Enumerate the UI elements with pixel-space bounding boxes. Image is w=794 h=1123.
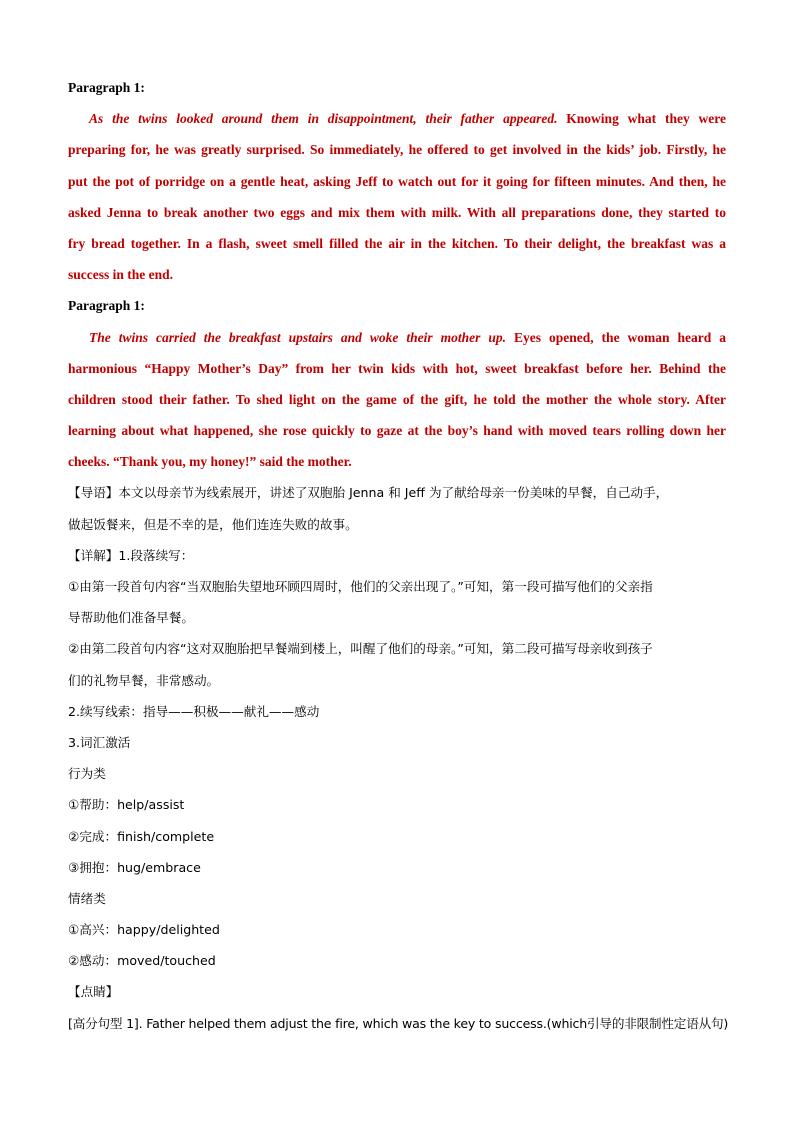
point-2-line-1: ②由第二段首句内容“这对双胞胎把早餐端到楼上，叫醒了他们的母亲。”可知，第二段可描写母亲收到孩子 xyxy=(68,641,653,657)
point-2-line-2: 们的礼物早餐，非常感动。 xyxy=(68,672,220,688)
action-item: ①帮助：help/assist xyxy=(68,797,185,813)
paragraph-2-line-3: children stood their father. To shed light on the game of the gift, he told the mother the whole story. After xyxy=(68,391,726,407)
point-1-line-1: ①由第一段首句内容“当双胞胎失望地环顾四周时，他们的父亲出现了。”可知，第一段可描写他们的父亲指 xyxy=(68,579,653,594)
paragraph-1-line-1 xyxy=(68,103,726,134)
guide-line-1: 【导语】本文以母亲节为线索展开，讲述了双胞胎 Jenna 和 Jeff 为了献给母亲一份美味的早餐，自己动手， xyxy=(68,485,669,501)
paragraph-2-line-2: harmonious “Happy Mother’s Day” from her twin kids with hot, sweet breakfast before her. Behind the xyxy=(68,360,726,376)
paragraph-2-lead-sentence: The twins carried the breakfast upstairs and woke their mother up. xyxy=(89,329,506,345)
emotion-item: ②感动：moved/touched xyxy=(68,953,216,969)
paragraph-2-text: Eyes opened, the woman heard a xyxy=(505,329,726,345)
detail-label: 【详解】1.段落续写： xyxy=(68,547,194,563)
paragraph-1-text: Knowing what they were xyxy=(557,111,726,127)
paragraph-2-heading: Paragraph 1: xyxy=(68,298,145,314)
emotion-item: ①高兴：happy/delighted xyxy=(68,922,220,938)
paragraph-1-heading: Paragraph 1: xyxy=(68,80,145,95)
paragraph-1-line-2: preparing for, he was greatly surprised. So immediately, he offered to get involved in the kids’ job. Firstly, he xyxy=(68,142,726,158)
guide-line-2: 做起饭餐来，但是不幸的是，他们连连失败的故事。 xyxy=(68,516,358,532)
paragraph-1-line-5: fry bread together. In a flash, sweet smell filled the air in the kitchen. To their delight, the breakfast was a xyxy=(68,235,726,251)
highlight-sentence: [高分句型 1]. Father helped them adjust the fire, which was the key to success.(which引导的非限制性定语从句) xyxy=(68,1015,729,1031)
paragraph-2-line-4: learning about what happened, she rose quickly to gaze at the boy’s hand with moved tears rolling down her xyxy=(68,423,726,439)
writing-clue: 2.续写线索：指导——积极——献礼——感动 xyxy=(68,703,320,719)
paragraph-1-lead-sentence: As the twins looked around them in disappointment, their father appeared. xyxy=(89,111,558,127)
action-category: 行为类 xyxy=(68,766,106,782)
document-page xyxy=(68,72,729,1039)
action-item: ③拥抱：hug/embrace xyxy=(68,859,201,875)
paragraph-1-line-4: asked Jenna to break another two eggs and mix them with milk. With all preparations done, they started to xyxy=(68,204,726,220)
vocab-title: 3.词汇激活 xyxy=(68,734,131,750)
emotion-category: 情绪类 xyxy=(68,890,106,906)
paragraph-2-line-5: cheeks. “Thank you, my honey!” said the mother. xyxy=(68,454,352,470)
action-item: ②完成：finish/complete xyxy=(68,828,215,844)
analysis-section xyxy=(68,477,729,1038)
point-1-line-2: 导帮助他们准备早餐。 xyxy=(68,610,194,626)
paragraph-1-line-3: put the pot of porridge on a gentle heat, asking Jeff to watch out for it going for fifteen minutes. And then, he xyxy=(68,173,726,189)
paragraph-1-line-6: success in the end. xyxy=(68,267,174,283)
highlight-label: 【点睛】 xyxy=(68,984,119,1000)
paragraph-2-line-1 xyxy=(68,322,726,353)
